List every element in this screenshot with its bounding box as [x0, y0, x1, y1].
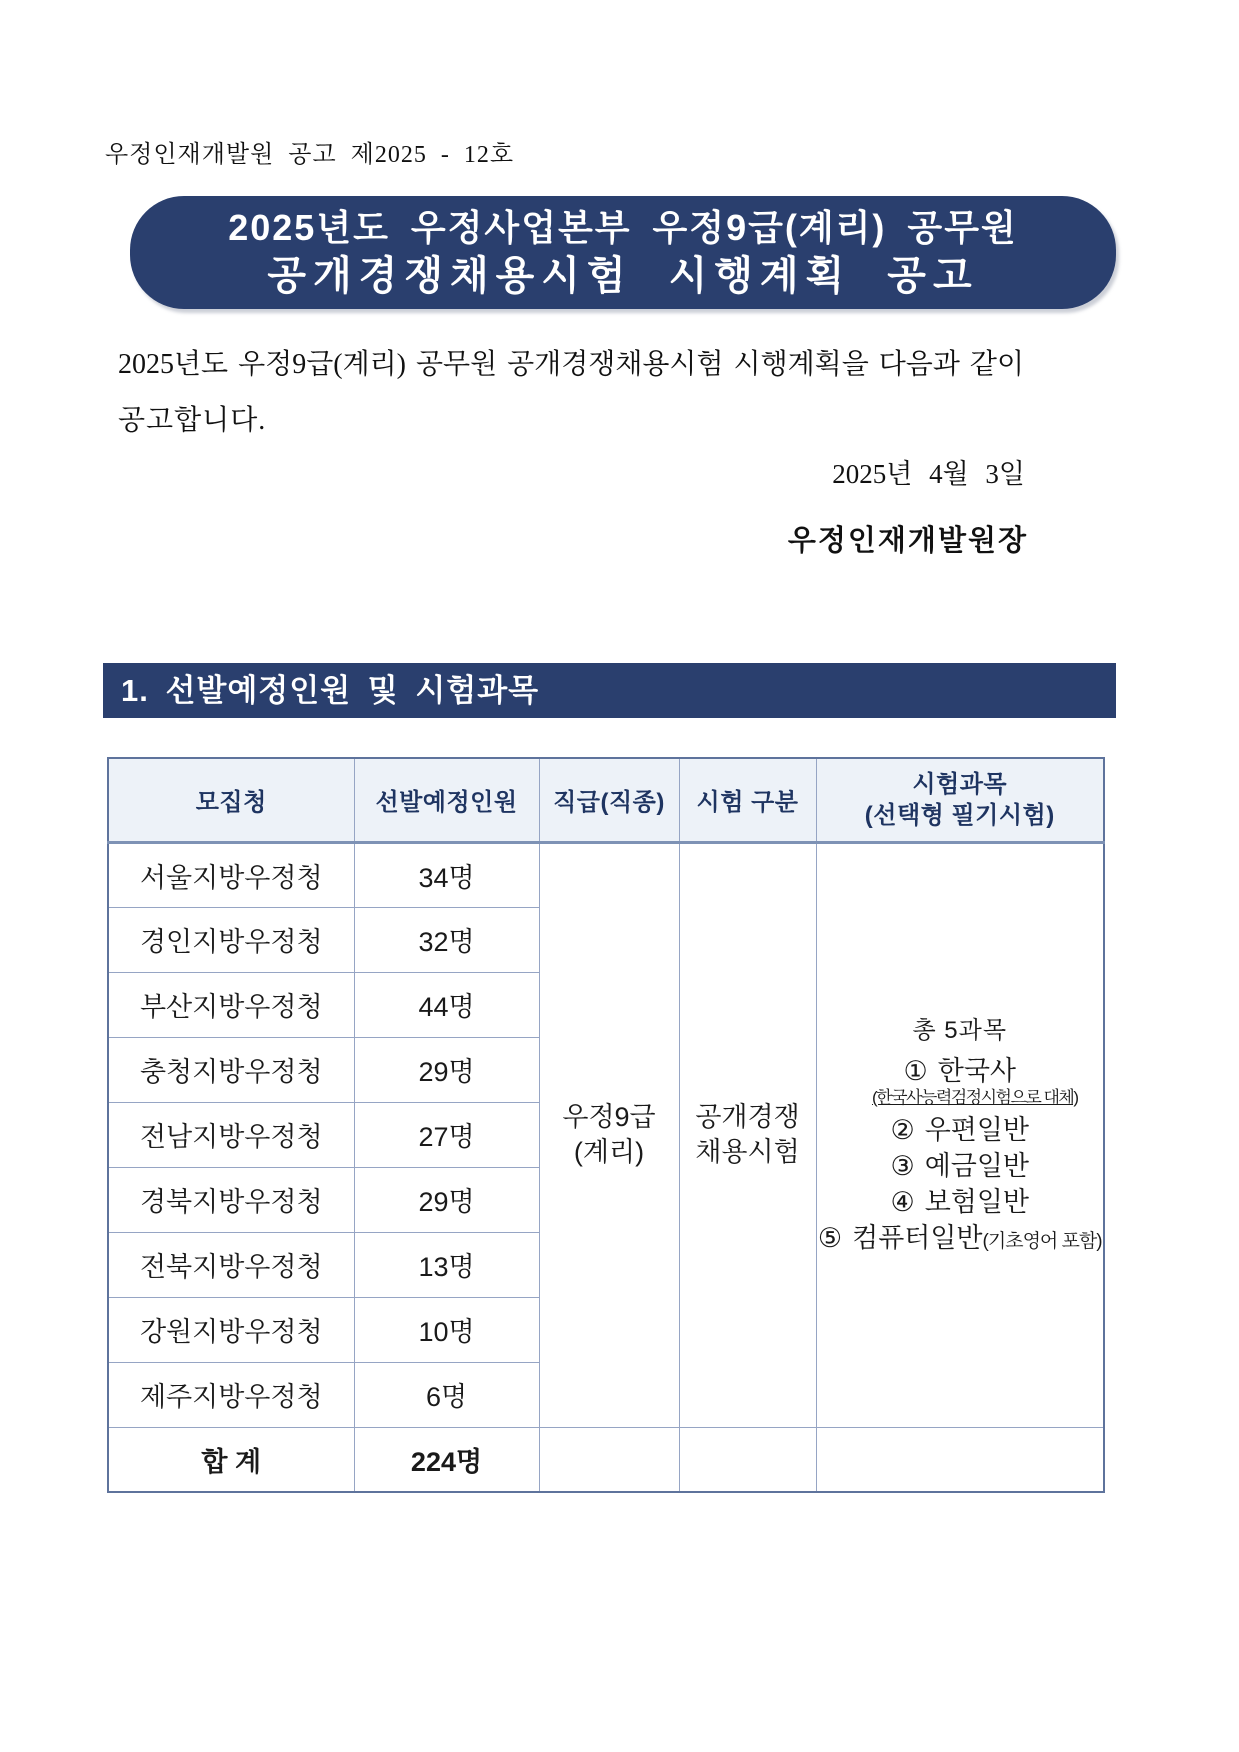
title-banner: [130, 196, 1116, 309]
count-cell: 29명: [354, 1037, 539, 1102]
total-row: [108, 1427, 1104, 1492]
subject-number-icon: ②: [890, 1115, 915, 1145]
total-empty-examtype-cell: [679, 1427, 816, 1492]
examtype-cell: [679, 842, 816, 1427]
office-cell: 전북지방우정청: [108, 1232, 354, 1297]
subjects-total: 총 5과목: [912, 1017, 1008, 1044]
subject-number-icon: ③: [890, 1151, 915, 1181]
examtype-line2: 채용시험: [695, 1137, 800, 1167]
office-cell: 전남지방우정청: [108, 1102, 354, 1167]
count-cell: 13명: [354, 1232, 539, 1297]
subjects-list: [817, 1053, 1104, 1260]
office-cell: 부산지방우정청: [108, 972, 354, 1037]
intro-line1: 2025년도 우정9급(계리) 공무원 공개경쟁채용시험 시행계획을 다음과 같이: [118, 349, 1024, 380]
col-header-count: 선발예정인원: [354, 758, 539, 842]
col-header-subjects-line2: (선택형 필기시험): [864, 801, 1055, 829]
table-header-row: [108, 758, 1104, 842]
recruitment-table: [107, 757, 1105, 1493]
total-label-cell: 합 계: [108, 1427, 354, 1492]
office-cell: 강원지방우정청: [108, 1297, 354, 1362]
signer: 우정인재개발원장: [787, 525, 1028, 557]
subject-number-icon: ④: [890, 1187, 915, 1217]
count-cell: 10명: [354, 1297, 539, 1362]
subject-item: [817, 1220, 1104, 1260]
subject-name: 예금일반: [924, 1151, 1030, 1181]
count-cell: 6명: [354, 1362, 539, 1427]
subject-suffix: (기초영어 포함): [982, 1231, 1102, 1252]
count-cell: 44명: [354, 972, 539, 1037]
section1-header: 1. 선발예정인원 및 시험과목: [103, 663, 1116, 718]
doc-number: 우정인재개발원 공고 제2025 - 12호: [105, 142, 515, 168]
intro-line2: 공고합니다.: [118, 405, 267, 436]
announcement-date: 2025년 4월 3일: [832, 459, 1025, 489]
col-header-examtype: 시험 구분: [679, 758, 816, 842]
count-cell: 32명: [354, 907, 539, 972]
subject-name: 보험일반: [924, 1187, 1030, 1217]
subject-name: 컴퓨터일반: [852, 1223, 983, 1253]
rank-line2: (계리): [573, 1137, 645, 1167]
subject-item: [817, 1184, 1104, 1220]
examtype-line1: 공개경쟁: [695, 1102, 800, 1132]
col-header-office: 모집청: [108, 758, 354, 842]
office-cell: 서울지방우정청: [108, 842, 354, 907]
subject-item: [817, 1053, 1104, 1089]
table-body: [108, 842, 1104, 1492]
rank-line1: 우정9급: [562, 1102, 656, 1132]
title-banner-line1: 2025년도 우정사업본부 우정9급(계리) 공무원: [228, 206, 1018, 248]
count-cell: 27명: [354, 1102, 539, 1167]
rank-cell: [539, 842, 679, 1427]
office-cell: 경인지방우정청: [108, 907, 354, 972]
subjects-cell: [816, 842, 1104, 1427]
subject-name: 한국사: [937, 1056, 1016, 1086]
subject-number-icon: ⑤: [817, 1223, 843, 1253]
col-header-subjects-line1: 시험과목: [912, 770, 1008, 798]
office-cell: 제주지방우정청: [108, 1362, 354, 1427]
count-cell: 29명: [354, 1167, 539, 1232]
office-cell: 경북지방우정청: [108, 1167, 354, 1232]
total-value-cell: 224명: [354, 1427, 539, 1492]
total-empty-subjects-cell: [816, 1427, 1104, 1492]
col-header-subjects: [816, 758, 1104, 842]
subject-name: 우편일반: [924, 1115, 1030, 1145]
count-cell: 34명: [354, 842, 539, 907]
total-empty-rank-cell: [539, 1427, 679, 1492]
intro-paragraph: [118, 337, 1024, 449]
subject-item: [817, 1112, 1104, 1148]
subject-number-icon: ①: [903, 1056, 928, 1086]
office-cell: 충청지방우정청: [108, 1037, 354, 1102]
subject-item: [817, 1148, 1104, 1184]
col-header-rank: 직급(직종): [539, 758, 679, 842]
table-row: [108, 842, 1104, 907]
title-banner-line2: 공개경쟁채용시험 시행계획 공고: [267, 253, 979, 298]
subject-note: (한국사능력검정시험으로 대체): [871, 1088, 1078, 1107]
